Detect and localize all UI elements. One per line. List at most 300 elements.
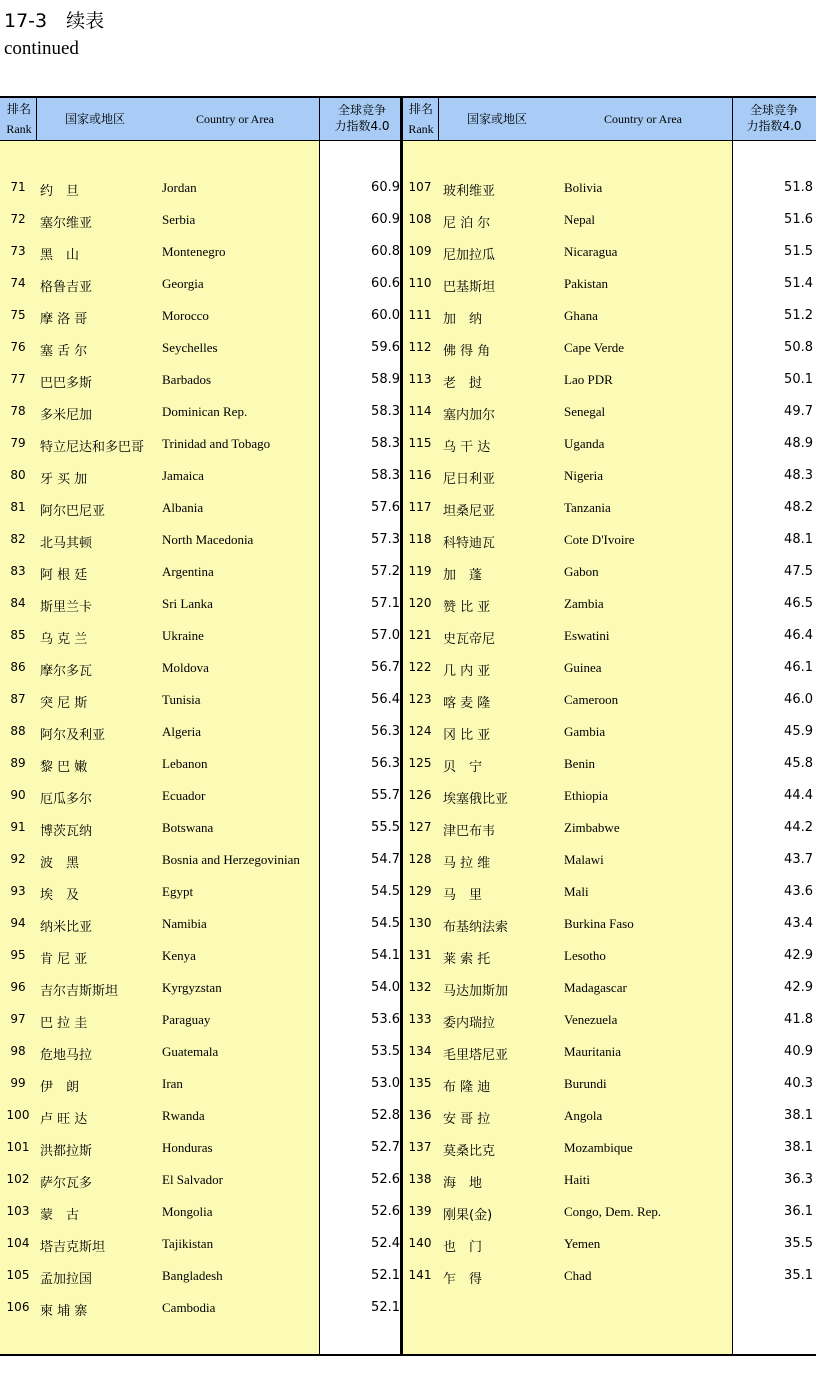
country-cn-cell: 乌 克 兰	[40, 632, 88, 647]
country-en-cell: Nigeria	[564, 468, 603, 483]
table-row	[0, 212, 816, 244]
country-cn-cell: 加 纳	[443, 312, 483, 327]
index-value-cell: 54.7	[371, 852, 400, 867]
table-row	[0, 916, 816, 948]
rank-cell: 98	[10, 1044, 26, 1058]
index-value-cell: 35.1	[784, 1268, 813, 1283]
country-cn-cell: 乌 干 达	[443, 440, 491, 455]
country-cn-cell: 塔吉克斯坦	[40, 1240, 106, 1255]
country-en-cell: Kenya	[162, 948, 196, 963]
header-index-line2-left: 力指数4.0	[334, 119, 390, 133]
rank-cell: 81	[10, 500, 26, 514]
country-en-cell: Egypt	[162, 884, 194, 899]
country-cn-cell: 史瓦帝尼	[443, 632, 496, 647]
rank-cell: 83	[10, 564, 26, 578]
index-value-cell: 48.2	[784, 500, 813, 515]
country-cn-cell: 突 尼 斯	[40, 696, 88, 711]
country-en-cell: Ecuador	[162, 788, 206, 803]
country-en-cell: Yemen	[564, 1236, 601, 1251]
rank-cell: 101	[6, 1140, 30, 1154]
country-cn-cell: 北马其顿	[40, 536, 93, 551]
country-en-cell: Mauritania	[564, 1044, 622, 1059]
country-cn-cell: 埃 及	[40, 888, 80, 903]
rank-cell: 135	[408, 1076, 432, 1090]
country-en-cell: Argentina	[162, 564, 214, 579]
rank-cell: 124	[408, 724, 432, 738]
index-value-cell: 42.9	[784, 980, 813, 995]
rank-cell: 118	[408, 532, 432, 546]
country-cn-cell: 乍 得	[443, 1272, 483, 1287]
country-cn-cell: 坦桑尼亚	[443, 504, 496, 519]
country-cn-cell: 加 蓬	[443, 568, 483, 583]
rank-cell: 93	[10, 884, 26, 898]
country-en-cell: El Salvador	[162, 1172, 224, 1187]
country-en-cell: Namibia	[162, 916, 207, 931]
rank-cell: 123	[408, 692, 432, 706]
rank-cell: 91	[10, 820, 26, 834]
index-value-cell: 46.0	[784, 692, 813, 707]
country-cn-cell: 牙 买 加	[40, 472, 88, 487]
country-en-cell: Trinidad and Tobago	[162, 436, 271, 451]
country-en-cell: Nicaragua	[564, 244, 618, 259]
rank-cell: 122	[408, 660, 432, 674]
index-value-cell: 43.6	[784, 884, 813, 899]
index-value-cell: 52.1	[371, 1268, 400, 1283]
country-en-cell: Ghana	[564, 308, 598, 323]
country-en-cell: Cambodia	[162, 1300, 216, 1315]
rank-cell: 82	[10, 532, 26, 546]
index-value-cell: 46.5	[784, 596, 813, 611]
country-cn-cell: 刚果(金)	[443, 1208, 493, 1223]
country-en-cell: Bangladesh	[162, 1268, 223, 1283]
country-cn-cell: 斯里兰卡	[40, 600, 93, 615]
index-value-cell: 47.5	[784, 564, 813, 579]
country-en-cell: Barbados	[162, 372, 212, 387]
index-value-cell: 52.8	[371, 1108, 400, 1123]
country-cn-cell: 波 黑	[40, 856, 80, 871]
table-row	[0, 500, 816, 532]
country-cn-cell: 伊 朗	[40, 1080, 80, 1095]
country-en-cell: Tunisia	[162, 692, 201, 707]
country-en-cell: Burkina Faso	[564, 916, 634, 931]
country-cn-cell: 巴基斯坦	[443, 280, 496, 295]
rank-cell: 115	[408, 436, 432, 450]
rank-cell: 114	[408, 404, 432, 418]
table-row	[0, 1140, 816, 1172]
country-cn-cell: 科特迪瓦	[443, 536, 496, 551]
country-cn-cell: 黎 巴 嫩	[40, 760, 88, 775]
country-cn-cell: 佛 得 角	[443, 344, 491, 359]
rank-cell: 126	[408, 788, 432, 802]
table-row	[0, 276, 816, 308]
country-en-cell: Ukraine	[162, 628, 204, 643]
index-value-cell: 60.9	[371, 212, 400, 227]
index-value-cell: 52.6	[371, 1204, 400, 1219]
rank-cell: 120	[408, 596, 432, 610]
index-value-cell: 56.7	[371, 660, 400, 675]
index-value-cell: 55.5	[371, 820, 400, 835]
index-value-cell: 51.2	[784, 308, 813, 323]
country-cn-cell: 约 旦	[40, 184, 80, 199]
country-en-cell: Jamaica	[162, 468, 204, 483]
divider-rank-left	[36, 98, 37, 141]
country-cn-cell: 巴 拉 圭	[40, 1016, 88, 1031]
country-cn-cell: 纳米比亚	[40, 920, 93, 935]
index-value-cell: 51.4	[784, 276, 813, 291]
table-row	[0, 628, 816, 660]
index-value-cell: 52.1	[371, 1300, 400, 1315]
country-en-cell: Montenegro	[162, 244, 226, 259]
country-en-cell: Mongolia	[162, 1204, 213, 1219]
country-cn-cell: 马达加斯加	[443, 984, 509, 999]
country-cn-cell: 马 拉 维	[443, 856, 491, 871]
rank-cell: 87	[10, 692, 26, 706]
rank-cell: 86	[10, 660, 26, 674]
index-value-cell: 42.9	[784, 948, 813, 963]
country-cn-cell: 阿尔及利亚	[40, 728, 106, 743]
country-en-cell: Mali	[564, 884, 589, 899]
country-en-cell: Algeria	[162, 724, 201, 739]
country-en-cell: Pakistan	[564, 276, 609, 291]
table-row	[0, 468, 816, 500]
country-en-cell: North Macedonia	[162, 532, 254, 547]
country-en-cell: Lesotho	[564, 948, 606, 963]
table-row	[0, 308, 816, 340]
rank-cell: 84	[10, 596, 26, 610]
rank-cell: 136	[408, 1108, 432, 1122]
rank-cell: 74	[10, 276, 26, 290]
index-value-cell: 59.6	[371, 340, 400, 355]
country-en-cell: Iran	[162, 1076, 183, 1091]
table-row	[0, 1172, 816, 1204]
rank-cell: 92	[10, 852, 26, 866]
index-value-cell: 53.5	[371, 1044, 400, 1059]
table-row	[0, 852, 816, 884]
rank-cell: 137	[408, 1140, 432, 1154]
country-cn-cell: 摩尔多瓦	[40, 664, 93, 679]
index-value-cell: 48.9	[784, 436, 813, 451]
rank-cell: 128	[408, 852, 432, 866]
table-row	[0, 980, 816, 1012]
rank-cell: 73	[10, 244, 26, 258]
index-value-cell: 46.1	[784, 660, 813, 675]
country-cn-cell: 马 里	[443, 888, 483, 903]
index-value-cell: 40.3	[784, 1076, 813, 1091]
index-value-cell: 35.5	[784, 1236, 813, 1251]
index-value-cell: 57.6	[371, 500, 400, 515]
rank-cell: 131	[408, 948, 432, 962]
table-row	[0, 724, 816, 756]
rank-cell: 100	[6, 1108, 30, 1122]
rank-cell: 140	[408, 1236, 432, 1250]
country-cn-cell: 尼日利亚	[443, 472, 496, 487]
table-row	[0, 820, 816, 852]
country-cn-cell: 厄瓜多尔	[40, 792, 93, 807]
country-en-cell: Lao PDR	[564, 372, 613, 387]
table-row	[0, 180, 816, 212]
rank-cell: 119	[408, 564, 432, 578]
rank-cell: 107	[408, 180, 432, 194]
index-value-cell: 49.7	[784, 404, 813, 419]
index-value-cell: 38.1	[784, 1140, 813, 1155]
rank-cell: 106	[6, 1300, 30, 1314]
country-en-cell: Gambia	[564, 724, 606, 739]
country-en-cell: Albania	[162, 500, 204, 515]
rank-cell: 141	[408, 1268, 432, 1282]
header-index-line2-right: 力指数4.0	[746, 119, 802, 133]
page-title: 17-3 续表	[4, 10, 105, 32]
country-cn-cell: 塞尔维亚	[40, 216, 93, 231]
country-cn-cell: 尼加拉瓜	[443, 248, 496, 263]
rank-cell: 79	[10, 436, 26, 450]
country-cn-cell: 蒙 古	[40, 1208, 80, 1223]
index-value-cell: 60.8	[371, 244, 400, 259]
index-value-cell: 54.5	[371, 916, 400, 931]
country-en-cell: Malawi	[564, 852, 604, 867]
rank-cell: 76	[10, 340, 26, 354]
index-value-cell: 36.3	[784, 1172, 813, 1187]
table-row	[0, 596, 816, 628]
index-value-cell: 48.3	[784, 468, 813, 483]
index-value-cell: 51.5	[784, 244, 813, 259]
country-en-cell: Jordan	[162, 180, 197, 195]
country-en-cell: Bosnia and Herzegovinian	[162, 852, 300, 867]
index-value-cell: 44.4	[784, 788, 813, 803]
country-cn-cell: 多米尼加	[40, 408, 93, 423]
country-en-cell: Angola	[564, 1108, 603, 1123]
table-row	[0, 1236, 816, 1268]
country-cn-cell: 塞内加尔	[443, 408, 496, 423]
table-row	[0, 564, 816, 596]
country-cn-cell: 喀 麦 隆	[443, 696, 491, 711]
country-en-cell: Cape Verde	[564, 340, 625, 355]
country-en-cell: Cote D'Ivoire	[564, 532, 635, 547]
index-value-cell: 45.9	[784, 724, 813, 739]
rank-cell: 71	[10, 180, 26, 194]
country-en-cell: Seychelles	[162, 340, 218, 355]
index-value-cell: 57.1	[371, 596, 400, 611]
country-en-cell: Kyrgyzstan	[162, 980, 222, 995]
country-en-cell: Senegal	[564, 404, 606, 419]
rank-cell: 105	[6, 1268, 30, 1282]
table-row	[0, 244, 816, 276]
index-value-cell: 58.3	[371, 404, 400, 419]
country-en-cell: Madagascar	[564, 980, 627, 995]
rank-cell: 78	[10, 404, 26, 418]
rank-cell: 130	[408, 916, 432, 930]
index-value-cell: 52.4	[371, 1236, 400, 1251]
rank-cell: 134	[408, 1044, 432, 1058]
table-row	[0, 1076, 816, 1108]
country-en-cell: Serbia	[162, 212, 196, 227]
country-en-cell: Morocco	[162, 308, 209, 323]
table-row	[0, 788, 816, 820]
country-en-cell: Bolivia	[564, 180, 603, 195]
country-cn-cell: 吉尔吉斯斯坦	[40, 984, 119, 999]
index-value-cell: 51.8	[784, 180, 813, 195]
country-en-cell: Guatemala	[162, 1044, 219, 1059]
index-value-cell: 43.4	[784, 916, 813, 931]
country-en-cell: Honduras	[162, 1140, 213, 1155]
country-cn-cell: 莫桑比克	[443, 1144, 496, 1159]
table-row	[0, 1108, 816, 1140]
country-cn-cell: 萨尔瓦多	[40, 1176, 93, 1191]
country-cn-cell: 赞 比 亚	[443, 600, 491, 615]
rank-cell: 127	[408, 820, 432, 834]
country-cn-cell: 埃塞俄比亚	[443, 792, 509, 807]
country-cn-cell: 安 哥 拉	[443, 1112, 491, 1127]
table-row	[0, 948, 816, 980]
header-country-en-right: Country or Area	[604, 112, 682, 126]
index-value-cell: 51.6	[784, 212, 813, 227]
rank-cell: 139	[408, 1204, 432, 1218]
country-cn-cell: 博茨瓦纳	[40, 824, 93, 839]
index-value-cell: 56.3	[371, 756, 400, 771]
country-cn-cell: 孟加拉国	[40, 1272, 93, 1287]
rank-cell: 95	[10, 948, 26, 962]
table-row	[0, 692, 816, 724]
table-header	[0, 98, 816, 141]
index-value-cell: 50.1	[784, 372, 813, 387]
rank-cell: 88	[10, 724, 26, 738]
table-row	[0, 1204, 816, 1236]
table-row	[0, 1300, 816, 1332]
index-value-cell: 40.9	[784, 1044, 813, 1059]
table-row	[0, 884, 816, 916]
country-cn-cell: 危地马拉	[40, 1048, 93, 1063]
index-value-cell: 56.4	[371, 692, 400, 707]
header-rank-cn-right: 排名	[408, 102, 433, 116]
index-value-cell: 54.1	[371, 948, 400, 963]
country-cn-cell: 几 内 亚	[443, 664, 491, 679]
country-cn-cell: 贝 宁	[443, 760, 483, 775]
rank-cell: 75	[10, 308, 26, 322]
index-value-cell: 53.6	[371, 1012, 400, 1027]
index-value-cell: 56.3	[371, 724, 400, 739]
header-country-en-left: Country or Area	[196, 112, 274, 126]
country-en-cell: Sri Lanka	[162, 596, 213, 611]
country-en-cell: Uganda	[564, 436, 605, 451]
country-cn-cell: 布基纳法索	[443, 920, 509, 935]
country-en-cell: Gabon	[564, 564, 599, 579]
country-en-cell: Congo, Dem. Rep.	[564, 1204, 662, 1219]
rank-cell: 104	[6, 1236, 30, 1250]
country-en-cell: Benin	[564, 756, 596, 771]
index-value-cell: 52.6	[371, 1172, 400, 1187]
country-en-cell: Nepal	[564, 212, 596, 227]
table-row	[0, 340, 816, 372]
rank-cell: 125	[408, 756, 432, 770]
rank-cell: 103	[6, 1204, 30, 1218]
index-value-cell: 41.8	[784, 1012, 813, 1027]
index-value-cell: 38.1	[784, 1108, 813, 1123]
index-value-cell: 54.5	[371, 884, 400, 899]
index-value-cell: 60.9	[371, 180, 400, 195]
country-cn-cell: 津巴布韦	[443, 824, 496, 839]
table-row	[0, 660, 816, 692]
rank-cell: 77	[10, 372, 26, 386]
country-cn-cell: 卢 旺 达	[40, 1112, 88, 1127]
index-value-cell: 60.0	[371, 308, 400, 323]
country-en-cell: Tanzania	[564, 500, 611, 515]
rank-cell: 138	[408, 1172, 432, 1186]
header-index-line1-left: 全球竞争	[337, 103, 386, 117]
country-en-cell: Georgia	[162, 276, 204, 291]
rank-cell: 94	[10, 916, 26, 930]
index-value-cell: 54.0	[371, 980, 400, 995]
table-bottom-rule	[0, 1354, 816, 1356]
rank-cell: 112	[408, 340, 432, 354]
rank-cell: 109	[408, 244, 432, 258]
index-value-cell: 46.4	[784, 628, 813, 643]
index-value-cell: 36.1	[784, 1204, 813, 1219]
index-value-cell: 57.2	[371, 564, 400, 579]
country-cn-cell: 黑 山	[40, 248, 80, 263]
country-en-cell: Botswana	[162, 820, 214, 835]
country-cn-cell: 委内瑞拉	[443, 1016, 496, 1031]
country-cn-cell: 阿 根 廷	[40, 568, 88, 583]
rank-cell: 113	[408, 372, 432, 386]
rank-cell: 99	[10, 1076, 26, 1090]
table-row	[0, 1044, 816, 1076]
country-en-cell: Guinea	[564, 660, 602, 675]
country-cn-cell: 洪都拉斯	[40, 1144, 93, 1159]
country-cn-cell: 格鲁吉亚	[40, 280, 93, 295]
index-value-cell: 55.7	[371, 788, 400, 803]
header-country-cn-left: 国家或地区	[64, 112, 125, 126]
country-cn-cell: 塞 舌 尔	[40, 344, 88, 359]
header-rank-cn-left: 排名	[6, 102, 31, 116]
index-value-cell: 43.7	[784, 852, 813, 867]
index-value-cell: 58.3	[371, 436, 400, 451]
country-cn-cell: 布 隆 迪	[443, 1080, 491, 1095]
table-row	[0, 532, 816, 564]
country-en-cell: Tajikistan	[162, 1236, 214, 1251]
rank-cell: 89	[10, 756, 26, 770]
index-value-cell: 57.0	[371, 628, 400, 643]
country-en-cell: Paraguay	[162, 1012, 211, 1027]
table-row	[0, 1268, 816, 1300]
index-value-cell: 58.9	[371, 372, 400, 387]
table-row	[0, 1012, 816, 1044]
rank-cell: 102	[6, 1172, 30, 1186]
country-en-cell: Rwanda	[162, 1108, 205, 1123]
header-index-line1-right: 全球竞争	[749, 103, 798, 117]
country-cn-cell: 摩 洛 哥	[40, 312, 88, 327]
header-country-cn-right: 国家或地区	[466, 112, 527, 126]
country-cn-cell: 老 挝	[443, 376, 483, 391]
index-value-cell: 50.8	[784, 340, 813, 355]
rank-cell: 97	[10, 1012, 26, 1026]
ranking-table	[0, 96, 816, 1356]
country-cn-cell: 柬 埔 寨	[40, 1304, 88, 1319]
rank-cell: 117	[408, 500, 432, 514]
rank-cell: 72	[10, 212, 26, 226]
rank-cell: 111	[408, 308, 432, 322]
country-en-cell: Venezuela	[564, 1012, 618, 1027]
rank-cell: 80	[10, 468, 26, 482]
table-row	[0, 372, 816, 404]
country-cn-cell: 阿尔巴尼亚	[40, 504, 106, 519]
country-en-cell: Moldova	[162, 660, 209, 675]
table-row	[0, 436, 816, 468]
country-cn-cell: 巴巴多斯	[40, 376, 93, 391]
country-en-cell: Eswatini	[564, 628, 610, 643]
country-en-cell: Zimbabwe	[564, 820, 620, 835]
country-en-cell: Lebanon	[162, 756, 208, 771]
country-cn-cell: 肯 尼 亚	[40, 952, 88, 967]
index-value-cell: 45.8	[784, 756, 813, 771]
